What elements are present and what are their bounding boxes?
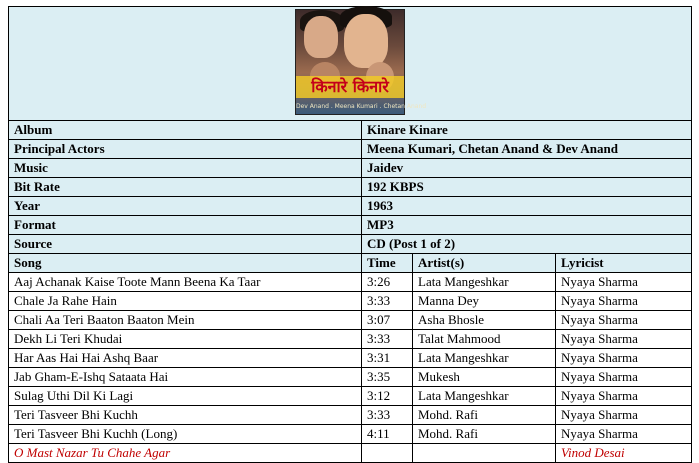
table-row	[9, 311, 692, 330]
song-title: Chale Ja Rahe Hain	[9, 292, 362, 311]
cover-credit: Dev Anand . Meena Kumari . Chetan Anand	[296, 103, 427, 110]
song-time: 3:35	[362, 368, 413, 387]
song-artist: Lata Mangeshkar	[413, 387, 556, 406]
song-time: 4:11	[362, 425, 413, 444]
song-lyricist: Nyaya Sharma	[556, 387, 692, 406]
song-time: 3:31	[362, 349, 413, 368]
header-lyricist: Lyricist	[556, 254, 692, 273]
song-artist: Asha Bhosle	[413, 311, 556, 330]
song-time: 3:26	[362, 273, 413, 292]
cover-figure	[344, 14, 388, 68]
song-title: Jab Gham-E-Ishq Sataata Hai	[9, 368, 362, 387]
song-lyricist: Nyaya Sharma	[556, 349, 692, 368]
song-title: Aaj Achanak Kaise Toote Mann Beena Ka Taar	[9, 273, 362, 292]
info-value: Kinare Kinare	[362, 121, 692, 140]
album-table	[8, 6, 692, 463]
song-time: 3:12	[362, 387, 413, 406]
info-row-source	[9, 235, 692, 254]
info-value: MP3	[362, 216, 692, 235]
song-title: Dekh Li Teri Khudai	[9, 330, 362, 349]
song-artist: Lata Mangeshkar	[413, 273, 556, 292]
cover-title: किनारे किनारे	[296, 76, 404, 98]
song-artist: Manna Dey	[413, 292, 556, 311]
song-lyricist: Nyaya Sharma	[556, 368, 692, 387]
song-lyricist: Nyaya Sharma	[556, 292, 692, 311]
info-label: Principal Actors	[9, 140, 362, 159]
song-time: 3:33	[362, 292, 413, 311]
album-cover-image	[295, 9, 427, 115]
song-title: Chali Aa Teri Baaton Baaton Mein	[9, 311, 362, 330]
song-title: Teri Tasveer Bhi Kuchh (Long)	[9, 425, 362, 444]
info-value: 1963	[362, 197, 692, 216]
info-value: Meena Kumari, Chetan Anand & Dev Anand	[362, 140, 692, 159]
info-row-year	[9, 197, 692, 216]
song-lyricist: Nyaya Sharma	[556, 330, 692, 349]
song-artist: Mukesh	[413, 368, 556, 387]
song-artist: Lata Mangeshkar	[413, 349, 556, 368]
table-row	[9, 273, 692, 292]
song-title: Teri Tasveer Bhi Kuchh	[9, 406, 362, 425]
song-lyricist: Nyaya Sharma	[556, 406, 692, 425]
song-table-header	[9, 254, 692, 273]
table-row	[9, 349, 692, 368]
table-row	[9, 330, 692, 349]
info-label: Format	[9, 216, 362, 235]
info-label: Source	[9, 235, 362, 254]
info-value: CD (Post 1 of 2)	[362, 235, 692, 254]
table-row	[9, 368, 692, 387]
song-time: 3:07	[362, 311, 413, 330]
table-row	[9, 425, 692, 444]
song-artist: Mohd. Rafi	[413, 425, 556, 444]
info-label: Year	[9, 197, 362, 216]
song-time: 3:33	[362, 406, 413, 425]
info-label: Album	[9, 121, 362, 140]
song-artist: Talat Mahmood	[413, 330, 556, 349]
song-lyricist: Vinod Desai	[556, 444, 692, 463]
song-lyricist: Nyaya Sharma	[556, 273, 692, 292]
song-title: Har Aas Hai Hai Ashq Baar	[9, 349, 362, 368]
album-cover-cell	[9, 7, 692, 121]
table-row-pending	[9, 444, 692, 463]
song-artist	[413, 444, 556, 463]
song-lyricist: Nyaya Sharma	[556, 311, 692, 330]
song-time: 3:33	[362, 330, 413, 349]
table-row	[9, 387, 692, 406]
header-artists: Artist(s)	[413, 254, 556, 273]
info-row-album	[9, 121, 692, 140]
table-row	[9, 292, 692, 311]
song-time	[362, 444, 413, 463]
table-row	[9, 406, 692, 425]
header-song: Song	[9, 254, 362, 273]
album-page	[8, 6, 691, 463]
info-value: 192 KBPS	[362, 178, 692, 197]
song-title: O Mast Nazar Tu Chahe Agar	[9, 444, 362, 463]
song-artist: Mohd. Rafi	[413, 406, 556, 425]
info-value: Jaidev	[362, 159, 692, 178]
cover-figure	[304, 16, 338, 58]
info-row-format	[9, 216, 692, 235]
song-lyricist: Nyaya Sharma	[556, 425, 692, 444]
info-row-music	[9, 159, 692, 178]
info-label: Bit Rate	[9, 178, 362, 197]
info-row-bitrate	[9, 178, 692, 197]
info-label: Music	[9, 159, 362, 178]
song-title: Sulag Uthi Dil Ki Lagi	[9, 387, 362, 406]
header-time: Time	[362, 254, 413, 273]
info-row-actors	[9, 140, 692, 159]
